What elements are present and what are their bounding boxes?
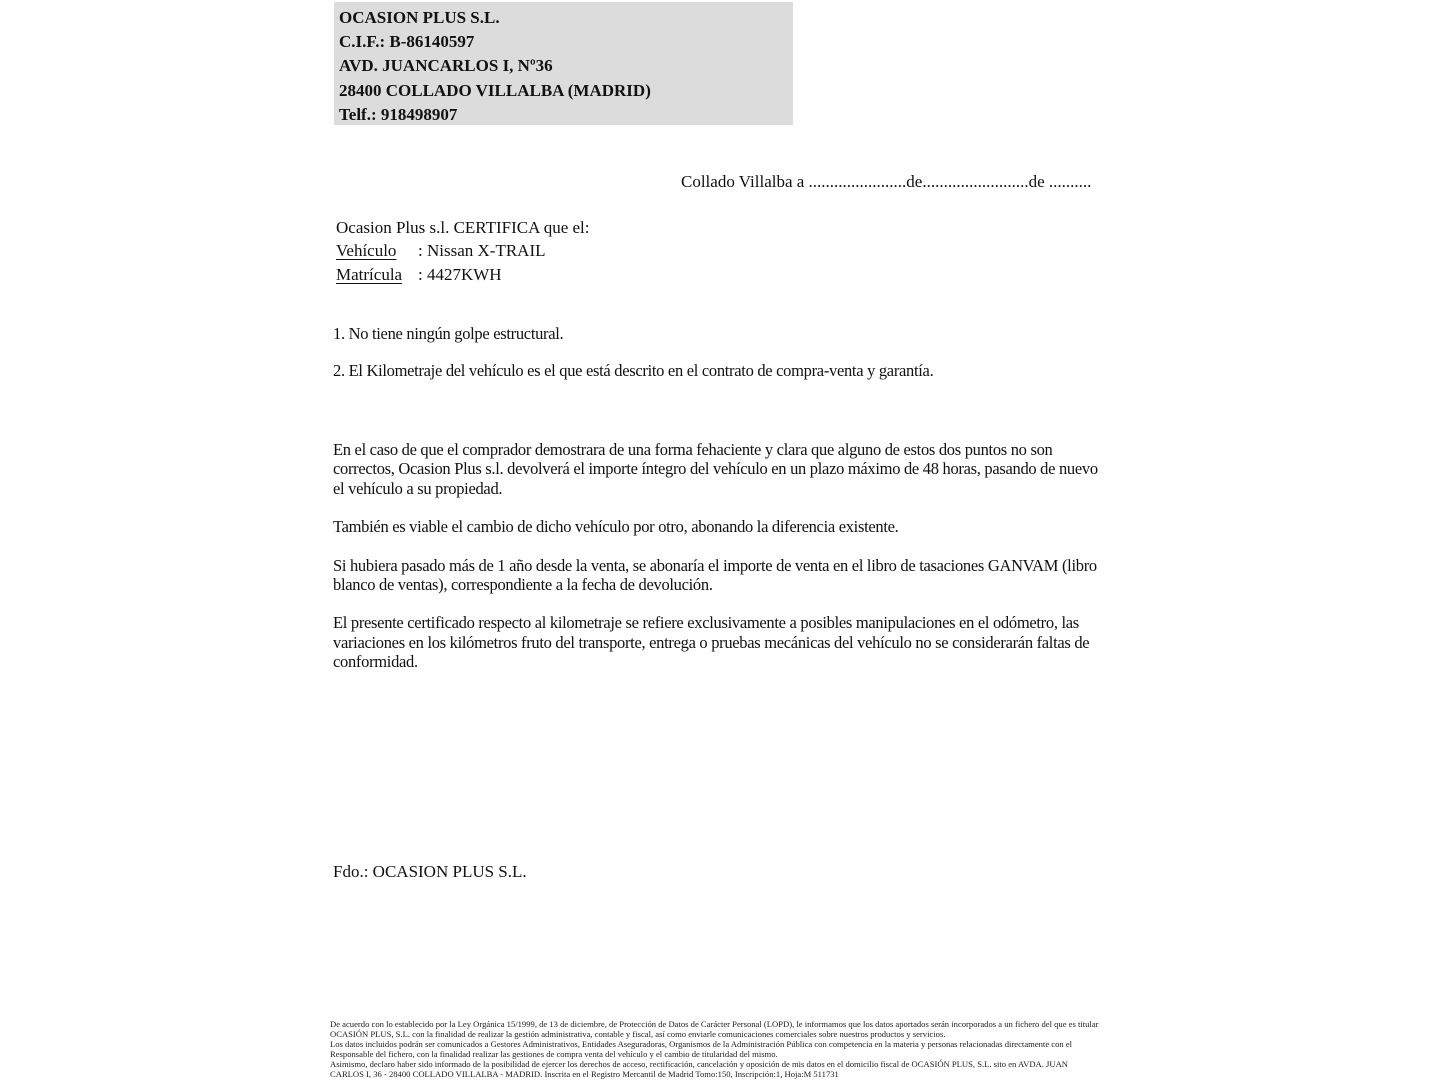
- certification-block: [336, 216, 590, 286]
- date-fill-in-line: Collado Villalba a .......................de.........................de ..........: [681, 172, 1092, 191]
- legal-footer-line-2: OCASIÓN PLUS, S.L. con la finalidad de realizar la gestión administrativa, contable y fiscal, así como enviarle comunicaciones comerciales sobre nuestros productos y servicios.: [330, 1029, 946, 1040]
- body-paragraphs: [333, 440, 1098, 690]
- plate-label-cell: [336, 263, 418, 286]
- legal-footer-line-3: Los datos incluidos podrán ser comunicados a Gestores Administrativos, Entidades Aseguradoras, Organismos de la Administración Pública con competencia en la materia y personas relacionadas directamente con el: [330, 1039, 1073, 1050]
- vehicle-label-cell: [336, 239, 418, 262]
- company-phone: Telf.: 918498907: [339, 104, 458, 124]
- paragraph-odometer-disclaimer: El presente certificado respecto al kilometraje se refiere exclusivamente a posibles manipulaciones en el odómetro, las variaciones en los kilómetros fruto del transporte, entrega o pruebas mecánicas del vehículo no se considerarán faltas de conformidad.: [333, 613, 1090, 672]
- certification-intro: Ocasion Plus s.l. CERTIFICA que el:: [336, 218, 590, 237]
- plate-value: : 4427KWH: [418, 264, 502, 284]
- legal-footer-line-5: Asimismo, declaro haber sido informado de la posibilidad de ejercer los derechos de acceso, rectificación, cancelación y oposición de mis datos en el domicilio fiscal de OCASIÓN PLUS, S.L. sito en AVDA. JUAN: [330, 1059, 1069, 1070]
- vehicle-row: [336, 239, 590, 262]
- paragraph-exchange-option: También es viable el cambio de dicho vehículo por otro, abonando la diferencia existente.: [333, 517, 899, 537]
- company-cif: C.I.F.: B-86140597: [339, 32, 475, 52]
- company-name: OCASION PLUS S.L.: [339, 8, 500, 27]
- company-address: AVD. JUANCARLOS I, Nº36: [339, 56, 553, 76]
- company-header-box: [334, 2, 793, 125]
- legal-footer-line-6: CARLOS I, 36 - 28400 COLLADO VILLALBA - MADRID. Inscrita en el Registro Mercantil de Madrid Tomo:150, Inscripción:1, Hoja:M 511731: [330, 1069, 839, 1080]
- paragraph-ganvam-valuation: Si hubiera pasado más de 1 año desde la venta, se abonaría el importe de venta en el libro de tasaciones GANVAM (libro blanco de ventas), correspondiente a la fecha de devolución.: [333, 555, 1097, 595]
- vehicle-value: : Nissan X-TRAIL: [418, 241, 546, 261]
- point-2: 2. El Kilometraje del vehículo es el que está descrito en el contrato de compra-venta y garantía.: [333, 361, 934, 381]
- paragraph-refund-terms: En el caso de que el comprador demostrara de una forma fehaciente y clara que alguno de estos dos puntos no son correctos, Ocasion Plus s.l. devolverá el importe íntegro del vehículo en un plazo máximo de 48 horas, pasando de nuevo el vehículo a su propiedad.: [333, 440, 1098, 498]
- signature-line: Fdo.: OCASION PLUS S.L.: [333, 862, 527, 881]
- legal-footer-line-1: De acuerdo con lo establecido por la Ley Orgánica 15/1999, de 13 de diciembre, de Protección de Datos de Carácter Personal (LOPD), le informamos que los datos aportados serán incorporados a un fichero del que es titular: [330, 1019, 1099, 1029]
- point-1: 1. No tiene ningún golpe estructural.: [333, 324, 564, 343]
- legal-footer: [330, 1019, 1120, 1080]
- vehicle-label: Vehículo: [336, 241, 397, 261]
- certification-points: [333, 324, 1101, 399]
- company-city: 28400 COLLADO VILLALBA (MADRID): [339, 80, 651, 100]
- legal-footer-line-4: Responsable del fichero, con la finalidad realizar las gestiones de compra venta del vehículo y el cambio de titularidad del mismo.: [330, 1049, 778, 1060]
- plate-row: [336, 263, 590, 286]
- plate-label: Matrícula: [336, 264, 403, 284]
